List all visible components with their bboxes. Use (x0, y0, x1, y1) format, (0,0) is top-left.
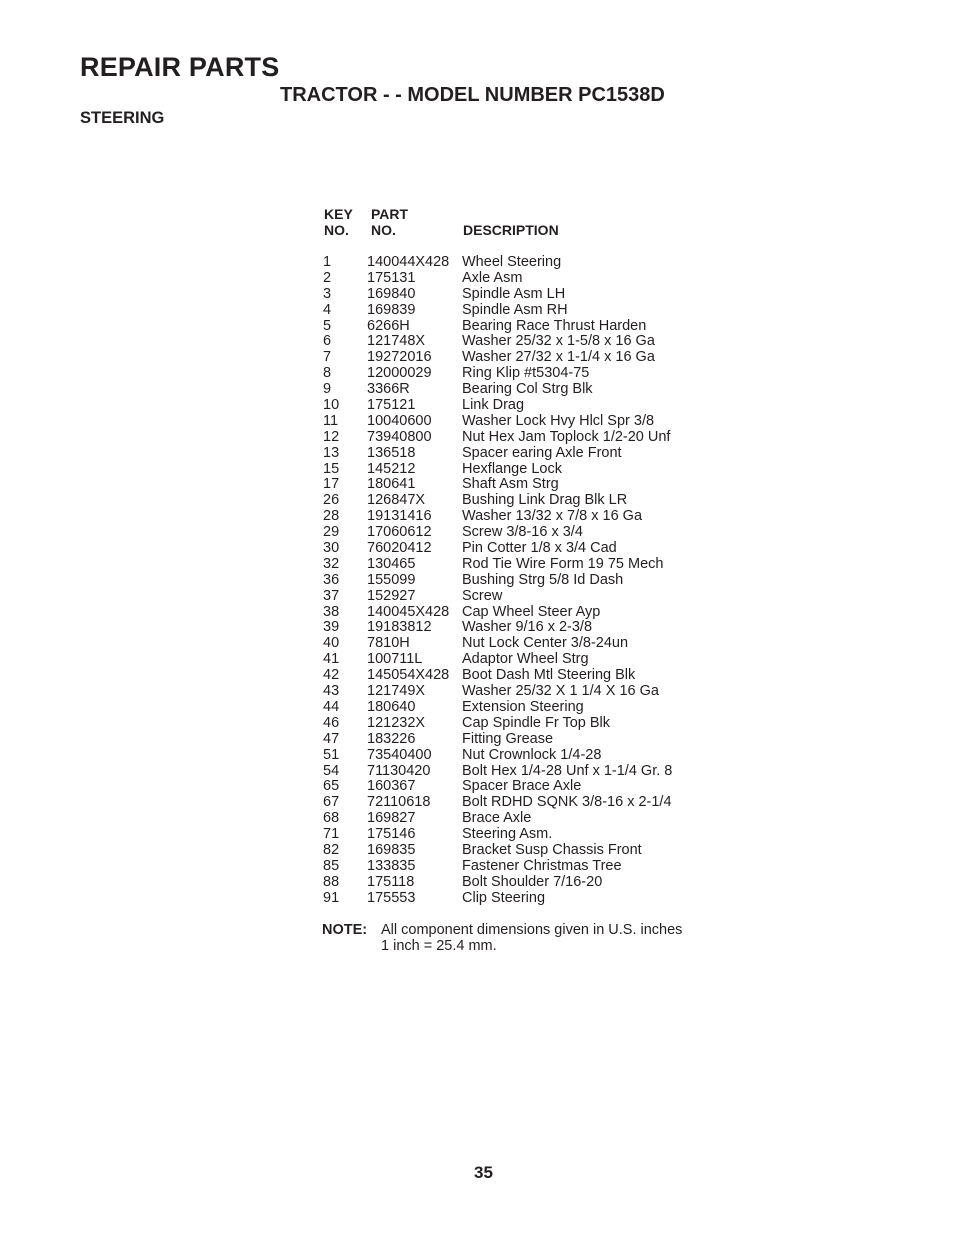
key-cell: 82 (323, 841, 340, 858)
part-number-cell: 7810H (367, 635, 410, 652)
key-cell: 11 (323, 412, 339, 429)
part-number-cell: 183226 (367, 730, 416, 747)
description-cell: Screw 3/8-16 x 3/4 (462, 524, 583, 541)
key-cell: 15 (323, 460, 340, 477)
description-cell: Bushing Link Drag Blk LR (462, 492, 628, 509)
key-cell: 42 (323, 667, 340, 684)
key-cell: 88 (323, 873, 340, 890)
key-cell: 12 (323, 428, 340, 445)
key-cell: 65 (323, 778, 340, 795)
description-cell: Rod Tie Wire Form 19 75 Mech (462, 555, 664, 572)
key-cell: 8 (323, 365, 332, 382)
description-cell: Bearing Race Thrust Harden (462, 317, 647, 334)
part-number-cell: 169835 (367, 841, 416, 858)
description-cell: Bolt RDHD SQNK 3/8-16 x 2-1/4 (462, 794, 672, 811)
key-cell: 39 (323, 619, 340, 636)
note-label: NOTE: (322, 922, 368, 938)
note-line2: 1 inch = 25.4 mm. (381, 938, 497, 954)
description-cell: Adaptor Wheel Strg (462, 651, 589, 668)
key-cell: 3 (323, 285, 332, 302)
part-number-cell: 169839 (367, 301, 416, 318)
key-header-line1: KEY (324, 206, 353, 222)
key-cell: 28 (323, 508, 340, 525)
page-number: 35 (474, 1163, 493, 1182)
key-cell: 44 (323, 698, 340, 715)
part-number-cell: 126847X (367, 492, 426, 509)
description-cell: Spacer Brace Axle (462, 778, 582, 795)
key-cell: 36 (323, 571, 340, 588)
key-cell: 67 (323, 794, 340, 811)
key-cell: 37 (323, 587, 340, 604)
description-cell: Wheel Steering (462, 254, 562, 270)
key-cell: 1 (323, 254, 332, 270)
part-number-cell: 175553 (367, 889, 416, 906)
description-cell: Washer 13/32 x 7/8 x 16 Ga (462, 508, 643, 525)
description-cell: Fitting Grease (462, 730, 554, 747)
description-cell: Bolt Shoulder 7/16-20 (462, 873, 603, 890)
key-cell: 43 (323, 683, 340, 700)
description-cell: Boot Dash Mtl Steering Blk (462, 667, 636, 684)
key-cell: 41 (323, 651, 340, 668)
part-number-cell: 175121 (367, 397, 416, 414)
description-cell: Washer Lock Hvy Hlcl Spr 3/8 (462, 412, 655, 429)
key-cell: 71 (323, 826, 340, 843)
description-cell: Spacer earing Axle Front (462, 444, 622, 461)
part-number-cell: 140044X428 (367, 254, 450, 270)
part-number-cell: 73540400 (367, 746, 432, 763)
description-cell: Hexflange Lock (462, 460, 562, 477)
key-cell: 32 (323, 555, 340, 572)
key-cell: 29 (323, 524, 340, 541)
part-number-cell: 145212 (367, 460, 416, 477)
description-cell: Cap Wheel Steer Ayp (462, 603, 601, 620)
part-number-cell: 10040600 (367, 412, 432, 429)
part-number-cell: 152927 (367, 587, 416, 604)
part-number-cell: 19183812 (367, 619, 432, 636)
part-number-cell: 175131 (367, 269, 416, 286)
description-cell: Nut Hex Jam Toplock 1/2-20 Unf (462, 428, 671, 445)
key-cell: 68 (323, 810, 340, 827)
note-line1: All component dimensions given in U.S. inches (381, 922, 683, 938)
part-number-cell: 133835 (367, 857, 416, 874)
part-number-cell: 169840 (367, 285, 416, 302)
description-cell: Axle Asm (462, 269, 523, 286)
key-cell: 4 (323, 301, 332, 318)
description-header: DESCRIPTION (463, 222, 559, 238)
section-heading: STEERING (80, 109, 165, 127)
part-number-cell: 175118 (367, 873, 415, 890)
part-number-cell: 136518 (367, 444, 416, 461)
description-cell: Ring Klip #t5304-75 (462, 365, 590, 382)
key-cell: 38 (323, 603, 340, 620)
description-cell: Clip Steering (462, 889, 546, 906)
description-cell: Washer 9/16 x 2-3/8 (462, 619, 593, 636)
part-header-line2: NO. (371, 222, 396, 238)
key-header-line2: NO. (324, 222, 349, 238)
key-cell: 2 (323, 269, 332, 286)
description-cell: Nut Lock Center 3/8-24un (462, 635, 629, 652)
part-number-cell: 169827 (367, 810, 416, 827)
model-subtitle: TRACTOR - - MODEL NUMBER PC1538D (280, 84, 665, 106)
key-cell: 17 (323, 476, 340, 493)
part-number-cell: 175146 (367, 826, 416, 843)
part-number-cell: 71130420 (367, 762, 431, 779)
description-cell: Steering Asm. (462, 826, 553, 843)
description-cell: Washer 27/32 x 1-1/4 x 16 Ga (462, 349, 655, 366)
part-number-cell: 19131416 (367, 508, 432, 525)
description-cell: Washer 25/32 x 1-5/8 x 16 Ga (462, 333, 655, 350)
description-cell: Shaft Asm Strg (462, 476, 559, 493)
part-number-cell: 73940800 (367, 428, 432, 445)
part-number-cell: 180640 (367, 698, 416, 715)
description-cell: Bracket Susp Chassis Front (462, 841, 642, 858)
key-cell: 54 (323, 762, 340, 779)
description-cell: Washer 25/32 X 1 1/4 X 16 Ga (462, 683, 659, 700)
part-number-cell: 72110618 (367, 794, 431, 811)
description-cell: Fastener Christmas Tree (462, 857, 622, 874)
part-number-cell: 76020412 (367, 540, 432, 557)
part-header-line1: PART (371, 206, 409, 222)
part-number-cell: 6266H (367, 317, 410, 334)
part-number-cell: 155099 (367, 571, 416, 588)
description-cell: Cap Spindle Fr Top Blk (462, 714, 611, 731)
key-cell: 13 (323, 444, 340, 461)
key-cell: 9 (323, 381, 332, 398)
part-number-cell: 140045X428 (367, 603, 450, 620)
description-cell: Spindle Asm LH (462, 285, 566, 302)
part-number-cell: 19272016 (367, 349, 432, 366)
description-cell: Bearing Col Strg Blk (462, 381, 593, 398)
part-number-cell: 12000029 (367, 365, 432, 382)
part-number-cell: 160367 (367, 778, 416, 795)
key-cell: 26 (323, 492, 340, 509)
key-cell: 6 (323, 333, 332, 350)
part-number-cell: 100711L (367, 651, 423, 668)
key-cell: 5 (323, 317, 332, 334)
description-cell: Extension Steering (462, 698, 584, 715)
key-cell: 47 (323, 730, 340, 747)
note-block (322, 922, 682, 954)
description-cell: Link Drag (462, 397, 525, 414)
part-number-cell: 121748X (367, 333, 426, 350)
description-cell: Spindle Asm RH (462, 301, 568, 318)
part-number-cell: 121749X (367, 683, 426, 700)
description-cell: Brace Axle (462, 810, 532, 827)
key-cell: 91 (323, 889, 340, 906)
key-cell: 85 (323, 857, 340, 874)
description-cell: Bolt Hex 1/4-28 Unf x 1-1/4 Gr. 8 (462, 762, 673, 779)
part-number-cell: 145054X428 (367, 667, 450, 684)
description-cell: Pin Cotter 1/8 x 3/4 Cad (462, 540, 617, 557)
key-cell: 51 (323, 746, 340, 763)
description-cell: Screw (462, 587, 503, 604)
part-number-cell: 130465 (367, 555, 416, 572)
description-cell: Nut Crownlock 1/4-28 (462, 746, 602, 763)
part-number-cell: 17060612 (367, 524, 432, 541)
part-number-cell: 180641 (367, 476, 416, 493)
key-cell: 46 (323, 714, 340, 731)
description-cell: Bushing Strg 5/8 Id Dash (462, 571, 624, 588)
part-number-cell: 3366R (367, 381, 410, 398)
page-title: REPAIR PARTS (80, 52, 280, 82)
key-cell: 10 (323, 397, 340, 414)
key-cell: 40 (323, 635, 340, 652)
key-cell: 30 (323, 540, 340, 557)
part-number-cell: 121232X (367, 714, 426, 731)
key-cell: 7 (323, 349, 332, 366)
